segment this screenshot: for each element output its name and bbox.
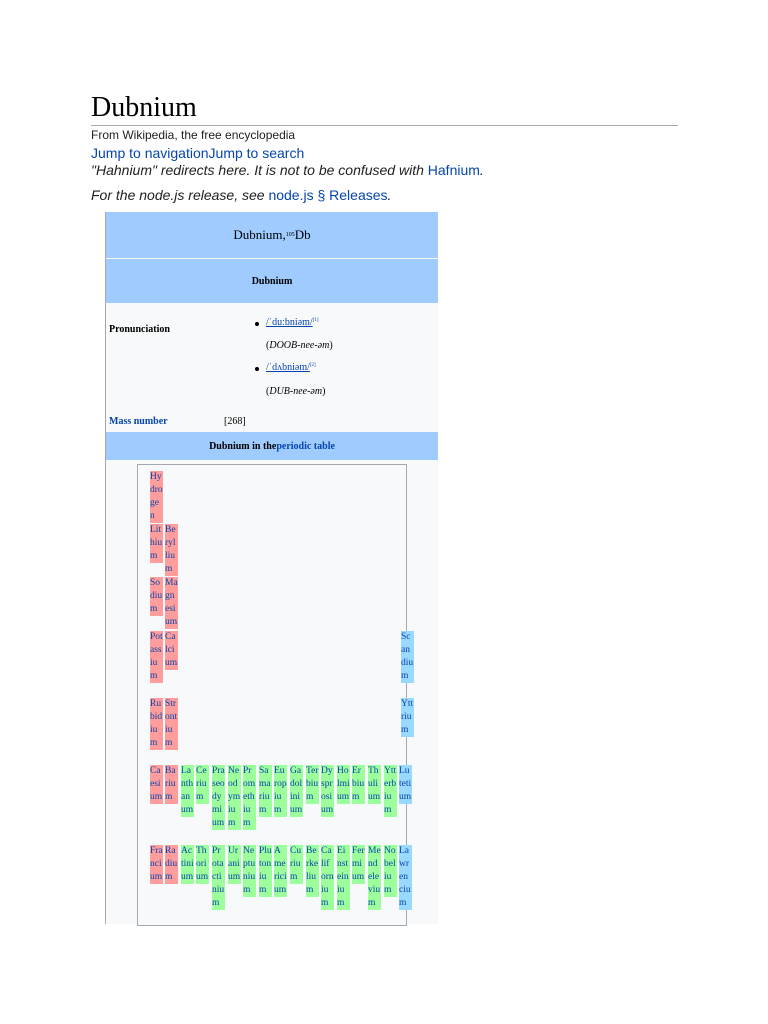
element-uranium[interactable]: Uranium (228, 846, 241, 882)
pronunciation-2-respell: (DUB-nee-əm) (266, 386, 326, 397)
infobox-atomic-number: 105 (285, 232, 295, 238)
pronunciation-label: Pronunciation (109, 324, 170, 335)
element-promethium[interactable]: Promethium (243, 766, 256, 828)
pronunciation-1-ipa (266, 317, 319, 328)
jump-links (91, 145, 304, 161)
element-caesium[interactable]: Caesium (150, 766, 163, 802)
bullet-icon (255, 322, 259, 326)
element-radium[interactable]: Radium (165, 846, 178, 882)
infobox-symbol: Db (294, 227, 311, 242)
pronunciation-1-respell: (DOOB-nee-əm) (266, 340, 333, 351)
hatnote-redirect (91, 162, 484, 178)
element-terbium[interactable]: Terbium (306, 766, 319, 802)
element-yttrium[interactable]: Yttrium (401, 699, 414, 735)
element-barium[interactable]: Barium (165, 765, 178, 804)
element-plutonium[interactable]: Plutonium (259, 846, 272, 895)
element-curium[interactable]: Curium (290, 846, 302, 882)
element-americium[interactable]: Americium (274, 846, 287, 895)
element-cerium[interactable]: Cerium (196, 765, 209, 804)
hatnote-nodejs-period: . (387, 187, 392, 203)
element-erbium[interactable]: Erbium (352, 766, 365, 802)
page-title: Dubnium (91, 92, 197, 123)
infobox-title (106, 212, 438, 258)
element-rubidium[interactable]: Rubidium (150, 699, 163, 748)
periodic-table-heading (106, 432, 438, 460)
site-subtitle: From Wikipedia, the free encyclopedia (91, 128, 296, 142)
element-strontium[interactable]: Strontium (165, 699, 178, 748)
element-calcium[interactable]: Calcium (165, 632, 178, 668)
element-dysprosium[interactable]: Dysprosium (321, 766, 334, 815)
bullet-icon (255, 367, 259, 371)
hatnote-nodejs-text: For the node.js release, see (91, 187, 269, 203)
jump-to-navigation-link[interactable]: Jump to navigation (91, 145, 209, 161)
element-actinium[interactable]: Actinium (181, 846, 194, 882)
element-infobox (105, 212, 438, 924)
citation-1[interactable]: [1] (312, 318, 319, 323)
element-holmium[interactable]: Holmium (337, 766, 350, 802)
hatnote-nodejs (91, 187, 391, 203)
element-beryllium[interactable]: Beryllium (165, 524, 178, 576)
element-magnesium[interactable]: Magnesium (165, 578, 178, 627)
element-francium[interactable]: Francium (150, 846, 163, 882)
nodejs-releases-link[interactable]: node.js § Releases (268, 187, 388, 203)
element-gadolinium[interactable]: Gadolinium (290, 766, 303, 815)
element-mendelevium[interactable]: Mendelevium (368, 846, 381, 908)
element-nobelium[interactable]: Nobelium (384, 846, 396, 895)
element-europium[interactable]: Europium (274, 766, 287, 815)
element-thorium[interactable]: Thorium (196, 846, 209, 882)
hafnium-link[interactable]: Hafnium (427, 162, 480, 178)
element-ytterbium[interactable]: Ytterbium (384, 766, 397, 815)
periodic-table (137, 464, 414, 926)
element-lithium[interactable]: Lithium (150, 525, 163, 561)
infobox-subheading: Dubnium (106, 258, 438, 303)
element-samarium[interactable]: Samarium (259, 766, 271, 815)
mass-number-label[interactable]: Mass number (109, 416, 168, 427)
periodic-table-link[interactable]: periodic table (276, 440, 335, 452)
element-praseodymium[interactable]: Praseodymium (212, 766, 225, 828)
element-sodium[interactable]: Sodium (150, 578, 163, 614)
element-hydrogen[interactable]: Hydrogen (150, 472, 163, 521)
citation-2[interactable]: [2] (309, 363, 316, 368)
jump-to-search-link[interactable]: Jump to search (208, 145, 305, 161)
element-neptunium[interactable]: Neptunium (243, 846, 256, 895)
element-einsteinium[interactable]: Einsteinium (337, 846, 349, 908)
hatnote-redirect-text: "Hahnium" redirects here. It is not to be confused with (91, 162, 428, 178)
element-neodymium[interactable]: Neodymium (228, 766, 241, 828)
ipa-link-1[interactable]: /ˈduːbniəm/ (266, 317, 313, 328)
element-scandium[interactable]: Scandium (401, 632, 414, 681)
element-californium[interactable]: Californium (321, 846, 334, 908)
element-potassium[interactable]: Potassium (150, 632, 163, 681)
element-fermium[interactable]: Fermium (352, 846, 365, 882)
respell-2: DUB-nee-əm (269, 386, 323, 397)
element-lawrencium[interactable]: Lawrencium (399, 846, 411, 908)
ipa-link-2[interactable]: /ˈdʌbniəm/ (266, 362, 310, 373)
pronunciation-2-ipa (266, 362, 316, 373)
title-divider (91, 125, 678, 126)
infobox-title-name: Dubnium, (233, 227, 286, 242)
element-lanthanum[interactable]: Lanthanum (181, 766, 194, 815)
hatnote-redirect-period: . (479, 162, 484, 178)
element-thulium[interactable]: Thulium (368, 766, 381, 802)
respell-1: DOOB-nee-əm (269, 340, 330, 351)
mass-number-value: [268] (224, 416, 246, 427)
element-protactinium[interactable]: Protactinium (212, 846, 225, 908)
element-lutetium[interactable]: Lutetium (399, 766, 412, 802)
element-berkelium[interactable]: Berkelium (306, 846, 319, 895)
periodic-table-heading-text: Dubnium in the (209, 440, 277, 452)
